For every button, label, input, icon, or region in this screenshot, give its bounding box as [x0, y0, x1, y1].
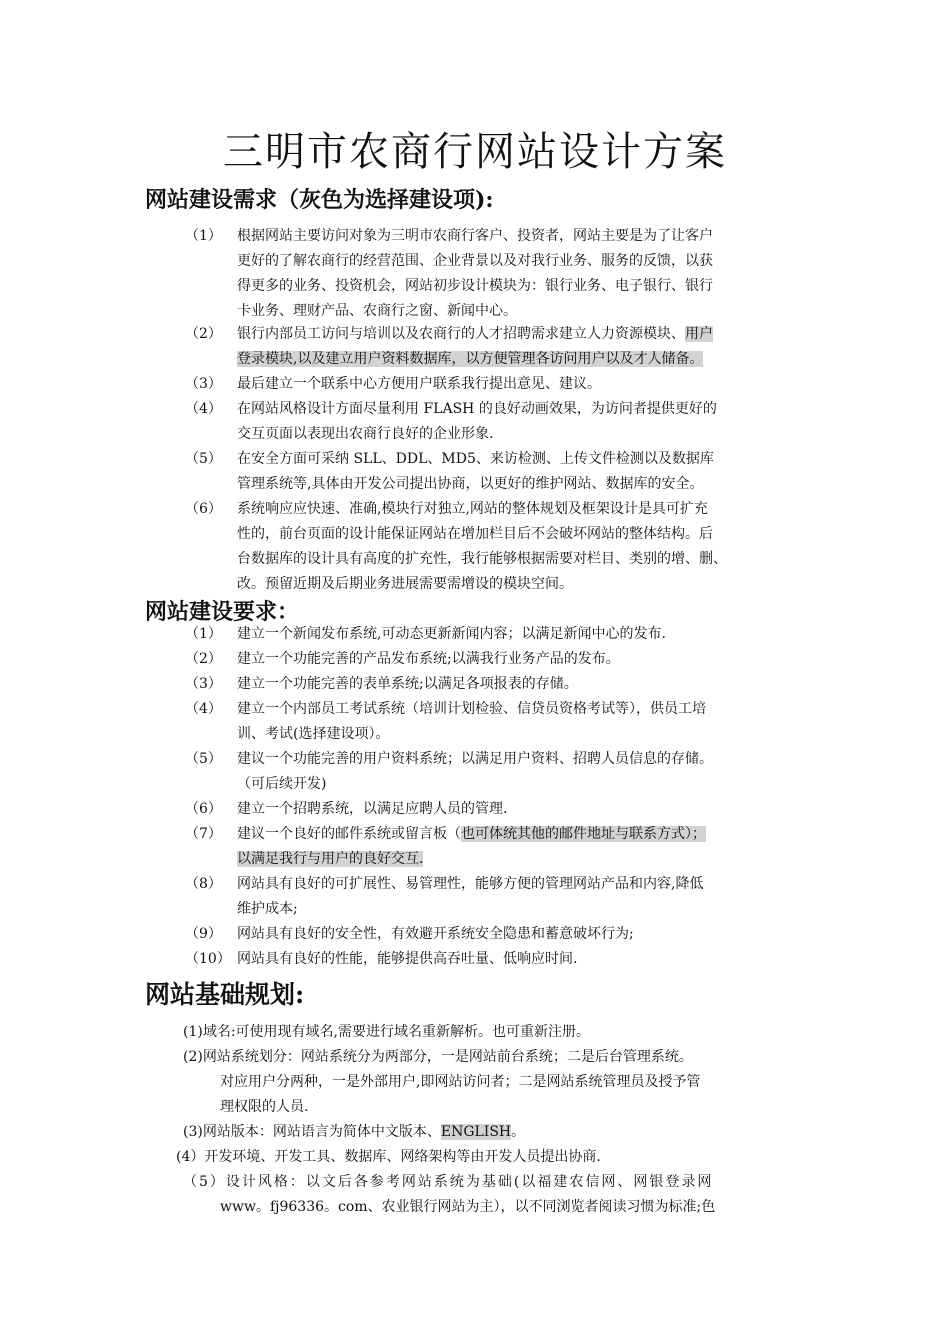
item-number: （10） — [185, 951, 231, 967]
highlighted-text: ENGLISH — [440, 1124, 512, 1140]
section-heading-requirements: 网站建设需求（灰色为选择建设项): — [145, 187, 494, 213]
item-text: 系统响应应快速、准确,模块行对独立,网站的整体规划及框架设计是具可扩充 性的，前台页面的设计能保证网站在增加栏目后不会破坏网站的整体结构。后 台数据库的设计具有高度的扩充性，我行能够根据需要对栏目、类别的增、删、 改。预留近期及后期业务进展需要需增设的模块空间。 — [237, 501, 727, 592]
item-number: （1） — [185, 228, 222, 244]
item-text: 银行内部员工访问与培训以及农商行的人才招聘需求建立人力资源模块、用户 登录模块,以及建立用户资料数据库，以方便管理各访问用户以及才人储备。 — [237, 326, 713, 367]
item-text: 根据网站主要访问对象为三明市农商行客户、投资者，网站主要是为了让客户 更好的了解农商行的经营范围、企业背景以及对我行业务、服务的反馈，以获 得更多的业务、投资机会，网站初步设计模块为：银行业务、电子银行、银行 卡业务、理财产品、农商行之窗、新闻中心。 — [237, 228, 713, 319]
paragraph-version: (3)网站版本：网站语言为简体中文版本、ENGLISH。 — [183, 1124, 526, 1140]
item-text: 建立一个新闻发布系统,可动态更新新闻内容；以满足新闻中心的发布. — [237, 626, 666, 642]
item-text: 建议一个功能完善的用户资料系统；以满足用户资料、招聘人员信息的存储。 （可后续开发) — [237, 751, 713, 792]
section-heading-construction: 网站建设要求： — [145, 599, 300, 625]
paragraph-design-style: （5）设计风格：以文后各参考网站系统为基础(以福建农信网、网银登录网 www。fj96336。com、农业银行网站为主），以不同浏览者阅读习惯为标准;色 — [183, 1174, 716, 1215]
paragraph-domain: (1)域名:可使用现有域名,需要进行域名重新解析。也可重新注册。 — [183, 1024, 590, 1040]
item-number: （5） — [185, 451, 222, 467]
highlighted-text: 用户 — [685, 326, 713, 342]
item-text: 建立一个功能完善的产品发布系统;以满我行业务产品的发布。 — [237, 651, 620, 667]
document-title: 三明市农商行网站设计方案 — [223, 129, 727, 175]
item-number: （8） — [185, 876, 222, 892]
item-text: 在网站风格设计方面尽量利用 FLASH 的良好动画效果，为访问者提供更好的 交互页面以表现出农商行良好的企业形象. — [237, 401, 717, 442]
item-number: （9） — [185, 926, 222, 942]
item-number: （2） — [185, 326, 222, 342]
item-text: 最后建立一个联系中心方便用户联系我行提出意见、建议。 — [237, 376, 601, 392]
highlighted-text: 以满足我行与用户的良好交互. — [237, 851, 424, 867]
item-number: （7） — [185, 826, 222, 842]
item-number: （5） — [185, 751, 222, 767]
item-text: 网站具有良好的性能，能够提供高吞吐量、低响应时间. — [237, 951, 578, 967]
item-number: （2） — [185, 651, 222, 667]
highlighted-text: 也可体统其他的邮件地址与联系方式）； — [461, 826, 706, 842]
section-heading-planning: 网站基础规划: — [145, 980, 305, 1009]
item-number: （3） — [185, 676, 222, 692]
item-number: （4） — [185, 401, 222, 417]
item-number: （6） — [185, 501, 222, 517]
item-number: （3） — [185, 376, 222, 392]
item-text: 建议一个良好的邮件系统或留言板（也可体统其他的邮件地址与联系方式）； 以满足我行与用户的良好交互. — [237, 826, 706, 867]
item-number: （1） — [185, 626, 222, 642]
item-text: 建立一个内部员工考试系统（培训计划检验、信贷员资格考试等），供员工培 训、考试(选择建设项）。 — [237, 701, 706, 742]
item-text: 在安全方面可采纳 SLL、DDL、MD5、来访检测、上传文件检测以及数据库 管理系统等,具体由开发公司提出协商，以更好的维护网站、数据库的安全。 — [237, 451, 714, 492]
paragraph-system-division: (2)网站系统划分：网站系统分为两部分，一是网站前台系统；二是后台管理系统。 对应用户分两种，一是外部用户,即网站访问者；二是网站系统管理员及授予管 理权限的人员. — [183, 1049, 701, 1115]
item-text: 建立一个招聘系统，以满足应聘人员的管理. — [237, 801, 508, 817]
item-number: （6） — [185, 801, 222, 817]
paragraph-environment: (4）开发环境、开发工具、数据库、网络架构等由开发人员提出协商. — [176, 1149, 601, 1165]
item-number: （4） — [185, 701, 222, 717]
item-text: 网站具有良好的可扩展性、易管理性，能够方便的管理网站产品和内容,降低 维护成本; — [237, 876, 704, 917]
item-text: 建立一个功能完善的表单系统;以满足各项报表的存储。 — [237, 676, 578, 692]
highlighted-text: 登录模块,以及建立用户资料数据库，以方便管理各访问用户以及才人储备。 — [237, 351, 704, 367]
item-text: 网站具有良好的安全性，有效避开系统安全隐患和蓄意破坏行为; — [237, 926, 634, 942]
